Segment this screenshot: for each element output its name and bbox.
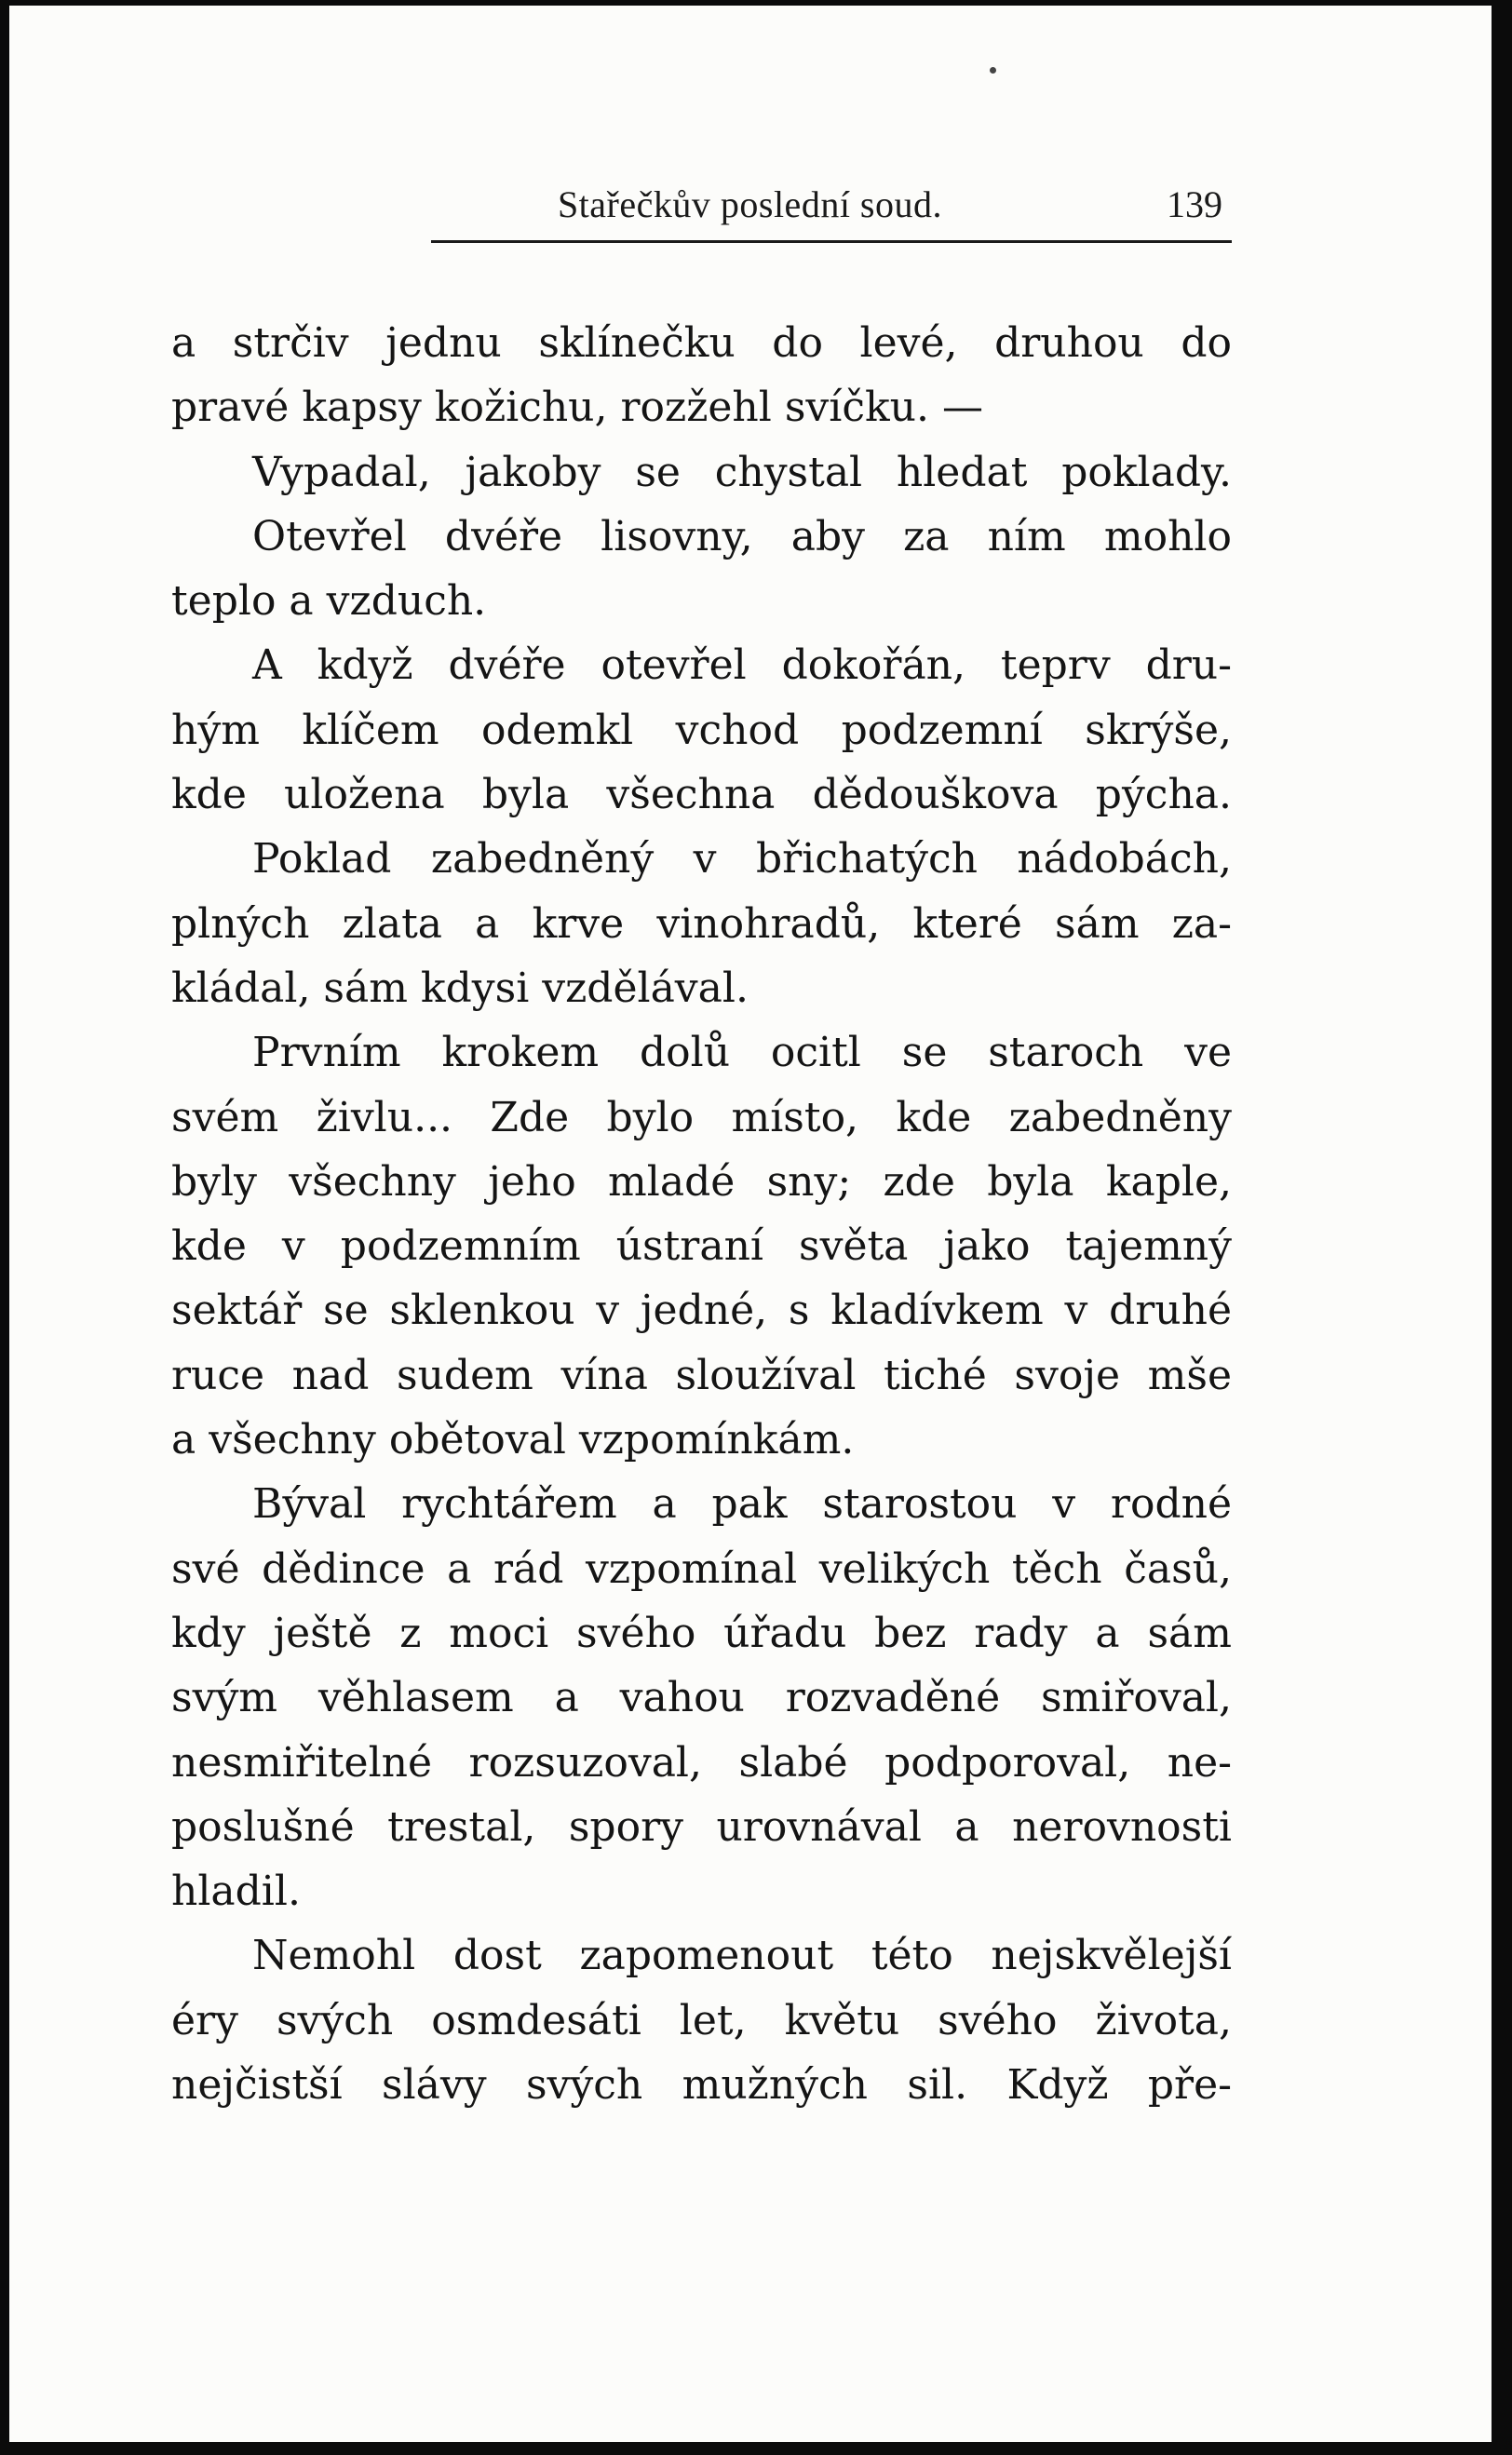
text-line: nesmiřitelné rozsuzoval, slabé podporoval, ne- bbox=[171, 1738, 1232, 1787]
text-line: pravé kapsy kožichu, rozžehl svíčku. — bbox=[171, 384, 983, 432]
running-title: Stařečkův poslední soud. bbox=[557, 183, 942, 225]
text-line: sektář se sklenkou v jedné, s kladívkem v druhé bbox=[171, 1287, 1232, 1335]
text-line: kde v podzemním ústraní světa jako tajemný bbox=[171, 1222, 1232, 1271]
text-line: poslušné trestal, spory urovnával a nerovnosti bbox=[171, 1802, 1232, 1851]
text-line: a strčiv jednu sklínečku do levé, druhou do bbox=[171, 319, 1232, 367]
text-line: Prvním krokem dolů ocitl se staroch ve bbox=[252, 1029, 1232, 1077]
text-line: své dědince a rád vzpomínal velikých těch časů, bbox=[171, 1544, 1232, 1593]
text-line: A když dvéře otevřel dokořán, teprv dru- bbox=[252, 641, 1232, 690]
ink-speck bbox=[990, 67, 996, 74]
paragraph bbox=[171, 1923, 1232, 2117]
text-line: Vypadal, jakoby se chystal hledat poklady. bbox=[252, 448, 1232, 496]
text-line: hladil. bbox=[171, 1868, 301, 1916]
text-line: kde uložena byla všechna dědouškova pýcha. bbox=[171, 771, 1232, 819]
text-line: kdy ještě z moci svého úřadu bez rady a sám bbox=[171, 1609, 1232, 1657]
paragraph bbox=[171, 1020, 1232, 1472]
text-line: ruce nad sudem vína sloužíval tiché svoje mše bbox=[171, 1351, 1232, 1399]
paragraph bbox=[171, 633, 1232, 827]
text-line: svém živlu... Zde bylo místo, kde zabedněny bbox=[171, 1093, 1232, 1141]
text-line: hým klíčem odemkl vchod podzemní skrýše, bbox=[171, 706, 1232, 754]
text-line: Poklad zabedněný v břichatých nádobách, bbox=[252, 835, 1232, 884]
text-line: plných zlata a krve vinohradů, které sám za- bbox=[171, 899, 1232, 948]
text-line: éry svých osmdesáti let, květu svého života, bbox=[171, 1996, 1232, 2044]
paragraph bbox=[171, 440, 1232, 505]
header-rule bbox=[431, 240, 1232, 243]
text-line: svým věhlasem a vahou rozvaděné smiřoval, bbox=[171, 1674, 1232, 1722]
text-line: kládal, sám kdysi vzdělával. bbox=[171, 964, 749, 1012]
paragraph bbox=[171, 1472, 1232, 1923]
paragraph bbox=[171, 827, 1232, 1020]
text-line: Nemohl dost zapomenout této nejskvělejší bbox=[252, 1932, 1232, 1980]
text-line: Býval rychtářem a pak starostou v rodné bbox=[252, 1480, 1232, 1529]
paragraph bbox=[171, 311, 1232, 440]
text-line: a všechny obětoval vzpomínkám. bbox=[171, 1416, 855, 1464]
paragraph bbox=[171, 505, 1232, 634]
page-number: 139 bbox=[1167, 183, 1222, 225]
body-text bbox=[171, 311, 1232, 2117]
book-page bbox=[9, 6, 1492, 2442]
text-line: teplo a vzduch. bbox=[171, 577, 487, 626]
text-line: Otevřel dvéře lisovny, aby za ním mohlo bbox=[252, 512, 1232, 560]
text-line: nejčistší slávy svých mužných sil. Když pře- bbox=[171, 2061, 1232, 2110]
page-header bbox=[9, 182, 1492, 238]
text-line: byly všechny jeho mladé sny; zde byla kaple, bbox=[171, 1157, 1232, 1206]
